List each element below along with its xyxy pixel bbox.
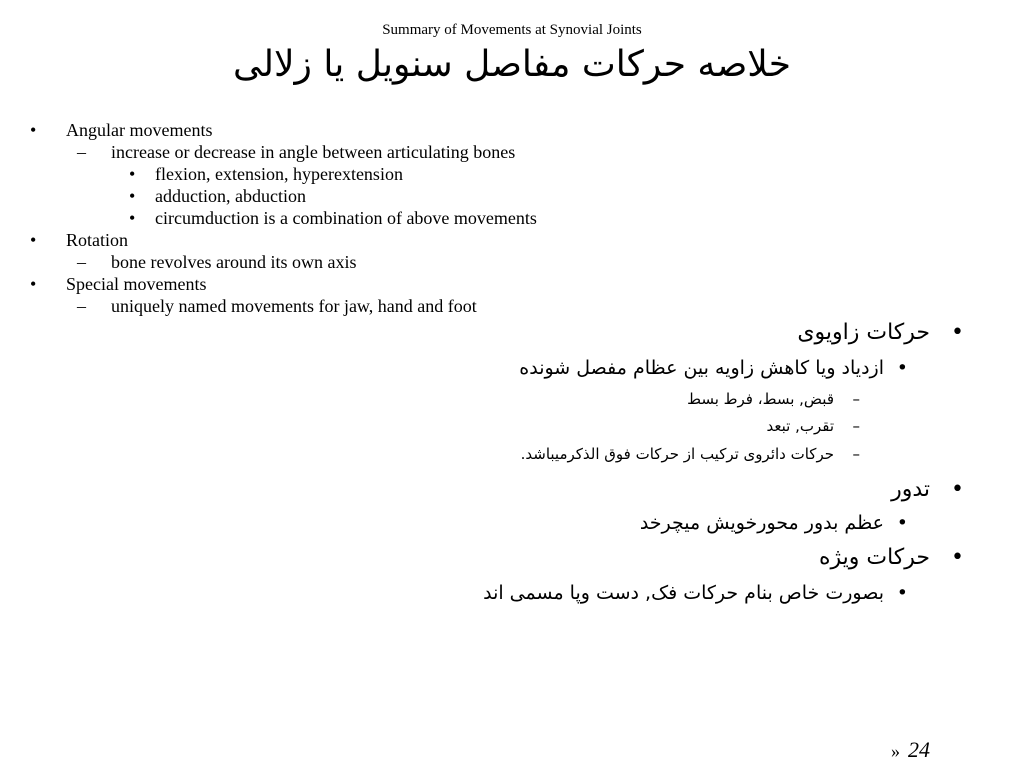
- bullet-marker: •: [129, 208, 136, 228]
- bullet-marker: –: [77, 142, 86, 162]
- list-item: [891, 473, 964, 507]
- bullet-marker: •: [951, 545, 964, 570]
- bullet-marker: –: [852, 445, 860, 463]
- list-item-text: حرکات ویژه: [818, 545, 930, 570]
- list-item-text: Special movements: [66, 274, 207, 294]
- list-item: [818, 541, 964, 575]
- list-item: [766, 413, 860, 439]
- list-item-text: bone revolves around its own axis: [111, 252, 357, 272]
- list-item: [77, 141, 516, 163]
- bullet-marker: •: [951, 320, 964, 345]
- bullet-marker: •: [129, 164, 136, 184]
- list-item: [30, 229, 128, 251]
- list-item-text: عظم بدور محورخویش میچرخد: [639, 512, 884, 534]
- list-item-text: ازدیاد ویا کاهش زاویه بین عظام مفصل شونده: [519, 357, 884, 379]
- list-item: [129, 207, 537, 229]
- list-item: [129, 163, 403, 185]
- list-item-text: حرکات زاویوی: [797, 320, 930, 345]
- next-slide-link[interactable]: »: [891, 741, 900, 761]
- bullet-marker: –: [852, 417, 860, 435]
- list-item-text: تقرب, تبعد: [766, 417, 834, 435]
- slide-footer: [891, 736, 930, 765]
- list-item-text: flexion, extension, hyperextension: [155, 164, 403, 184]
- list-item-text: بصورت خاص بنام حرکات فک, دست وپا مسمی اند: [483, 582, 884, 604]
- list-item: [520, 441, 860, 467]
- slide-title-persian: خلاصه حرکات مفاصل سنویل یا زلالی: [232, 44, 792, 85]
- page-number: 24: [908, 737, 930, 762]
- list-item: [30, 273, 207, 295]
- list-item-text: حرکات دائروی ترکیب از حرکات فوق الذکرمیباشد.: [520, 445, 834, 463]
- bullet-marker: •: [30, 274, 37, 294]
- bullet-marker: •: [30, 120, 37, 140]
- list-item-text: Angular movements: [66, 120, 213, 140]
- list-item: [639, 508, 908, 538]
- bullet-marker: •: [951, 477, 964, 502]
- bullet-marker: •: [30, 230, 37, 250]
- bullet-marker: •: [896, 582, 908, 604]
- list-item: [129, 185, 306, 207]
- list-item-text: adduction, abduction: [155, 186, 306, 206]
- list-item: [519, 353, 908, 383]
- bullet-marker: •: [129, 186, 136, 206]
- bullet-marker: –: [77, 296, 86, 316]
- list-item: [30, 119, 213, 141]
- list-item-text: uniquely named movements for jaw, hand and foot: [111, 296, 477, 316]
- list-item-text: قبض, بسط، فرط بسط: [687, 390, 834, 408]
- list-item: [77, 295, 477, 317]
- slide-title-english: Summary of Movements at Synovial Joints: [382, 22, 642, 38]
- bullet-marker: •: [896, 357, 908, 379]
- list-item: [687, 386, 860, 412]
- bullet-marker: –: [77, 252, 86, 272]
- list-item-text: Rotation: [66, 230, 128, 250]
- list-item-text: increase or decrease in angle between articulating bones: [111, 142, 516, 162]
- list-item: [797, 316, 964, 350]
- list-item: [483, 578, 908, 608]
- list-item: [77, 251, 357, 273]
- list-item-text: تدور: [891, 477, 930, 502]
- list-item-text: circumduction is a combination of above movements: [155, 208, 537, 228]
- bullet-marker: •: [896, 512, 908, 534]
- bullet-marker: –: [852, 390, 860, 408]
